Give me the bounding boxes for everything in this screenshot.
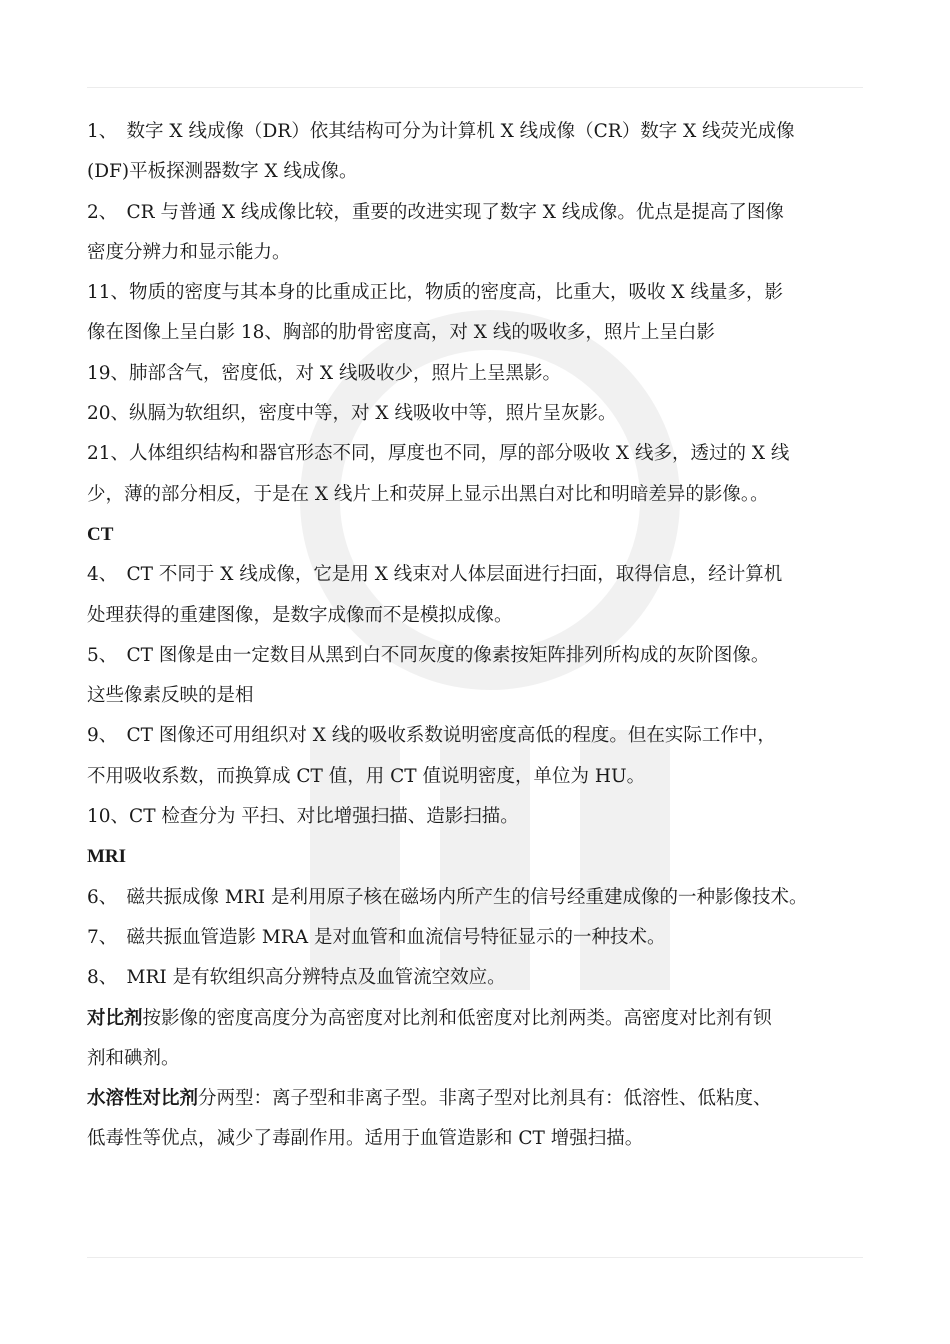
paragraph-line: 处理获得的重建图像，是数字成像而不是模拟成像。 [87,604,513,626]
section-heading-ct: CT [87,523,114,545]
water-soluble-term: 水溶性对比剂 [87,1088,199,1110]
paragraph-line: 20、纵膈为软组织，密度中等，对 X 线吸收中等，照片呈灰影。 [87,403,617,425]
water-soluble-paragraph [87,1079,877,1119]
paragraph-line: 密度分辨力和显示能力。 [87,241,291,263]
paragraph-line: 这些像素反映的是相 [87,685,254,707]
contrast-agent-text: 按影像的密度高度分为高密度对比剂和低密度对比剂两类。高密度对比剂有钡 [142,1007,772,1029]
paragraph-line: 5、 CT 图像是由一定数目从黑到白不同灰度的像素按矩阵排列所构成的灰阶图像。 [87,644,770,666]
paragraph-line: 6、 磁共振成像 MRI 是利用原子核在磁场内所产生的信号经重建成像的一种影像技术。 [87,886,808,908]
header-rule [87,87,863,88]
document-body [87,112,877,1160]
paragraph-line: 剂和碘剂。 [87,1047,180,1069]
paragraph-line: (DF)平板探测器数字 X 线成像。 [87,161,358,183]
paragraph-line: 像在图像上呈白影 18、胸部的肋骨密度高，对 X 线的吸收多，照片上呈白影 [87,322,715,344]
paragraph-line: 10、CT 检查分为 平扫、对比增强扫描、造影扫描。 [87,806,519,828]
footer-rule [87,1257,863,1258]
paragraph-line: 低毒性等优点，减少了毒副作用。适用于血管造影和 CT 增强扫描。 [87,1128,644,1150]
paragraph-line: 2、 CR 与普通 X 线成像比较，重要的改进实现了数字 X 线成像。优点是提高了图像 [87,201,784,223]
section-heading-mri: MRI [87,846,127,868]
paragraph-line: 少，薄的部分相反，于是在 X 线片上和荧屏上显示出黑白对比和明暗差异的影像。。 [87,483,769,505]
contrast-agent-paragraph [87,999,877,1039]
paragraph-line: 21、人体组织结构和器官形态不同，厚度也不同，厚的部分吸收 X 线多，透过的 X 线 [87,443,790,465]
paragraph-line: 4、 CT 不同于 X 线成像，它是用 X 线束对人体层面进行扫面，取得信息，经计算机 [87,564,783,586]
paragraph-line: 不用吸收系数，而换算成 CT 值，用 CT 值说明密度，单位为 HU。 [87,765,646,787]
paragraph-line: 7、 磁共振血管造影 MRA 是对血管和血流信号特征显示的一种技术。 [87,926,666,948]
paragraph-line: 19、肺部含气，密度低，对 X 线吸收少，照片上呈黑影。 [87,362,561,384]
paragraph-line: 8、 MRI 是有软组织高分辨特点及血管流空效应。 [87,967,506,989]
paragraph-line: 11、物质的密度与其本身的比重成正比，物质的密度高，比重大，吸收 X 线量多，影 [87,282,783,304]
water-soluble-text: 分两型：离子型和非离子型。非离子型对比剂具有：低溶性、低粘度、 [198,1088,772,1110]
contrast-agent-term: 对比剂 [87,1007,143,1029]
paragraph-line: 9、 CT 图像还可用组织对 X 线的吸收系数说明密度高低的程度。但在实际工作中， [87,725,776,747]
paragraph-line: 1、 数字 X 线成像（DR）依其结构可分为计算机 X 线成像（CR）数字 X 线荧光成像 [87,121,795,142]
